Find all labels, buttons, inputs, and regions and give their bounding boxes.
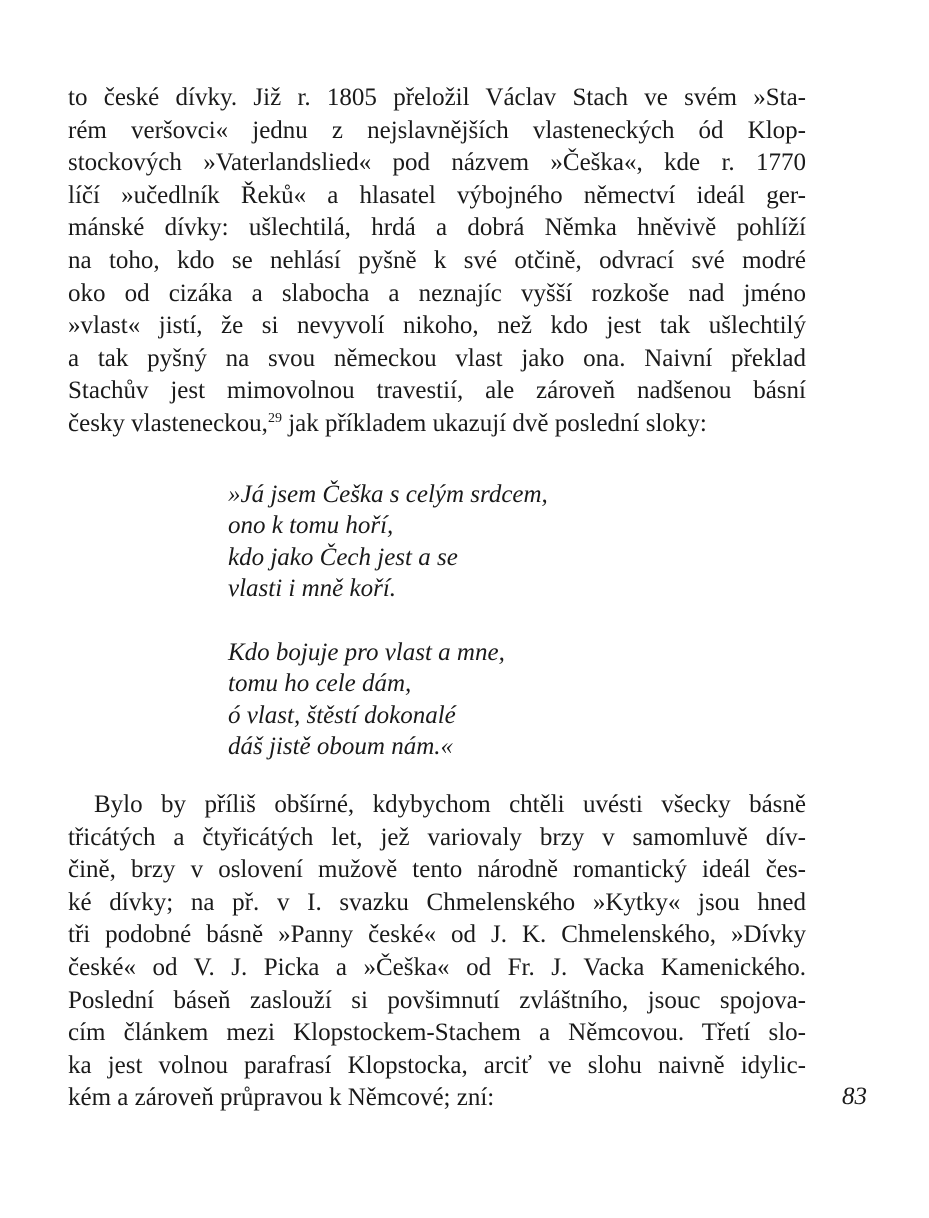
text-fragment: jak příkladem ukazují dvě poslední sloky:	[281, 409, 707, 437]
text-line: »vlast« jistí, že si nevyvolí nikoho, než kdo jest tak ušlechtilý	[68, 312, 806, 340]
footnote-mark: 29	[267, 410, 282, 426]
text-line: mánské dívky: ušlechtilá, hrdá a dobrá Němka hněvivě pohlíží	[68, 214, 806, 242]
text-line: oko od cizáka a slabocha a neznajíc vyšší rozkoše nad jméno	[68, 279, 806, 307]
poem-verse: Kdo bojuje pro vlast a mne,	[228, 639, 505, 666]
text-line: Bylo by příliš obšírné, kdybychom chtěli uvésti všecky básně	[94, 791, 806, 818]
text-line: na toho, kdo se nehlásí pyšně k své otčině, odvrací své modré	[68, 246, 806, 274]
text-line: třicátých a čtyřicátých let, jež variovaly brzy v samomluvě dív-	[68, 823, 806, 851]
text-line: ka jest volnou parafrasí Klopstocka, arciť ve slohu naivně idylic-	[68, 1051, 806, 1079]
text-line: Poslední báseň zaslouží si povšimnutí zvláštního, jsouc spojova-	[68, 986, 806, 1014]
text-line: rém veršovci« jednu z nejslavnějších vlasteneckých ód Klop-	[68, 116, 806, 144]
text-line: čině, brzy v oslovení mužově tento národně romantický ideál čes-	[68, 856, 806, 884]
text-line: ké dívky; na př. v I. svazku Chmelenského »Kytky« jsou hned	[68, 888, 806, 916]
poem-stanza-1	[228, 479, 548, 604]
text-line: cím článkem mezi Klopstockem-Stachem a Němcovou. Třetí slo-	[68, 1019, 806, 1047]
poem-verse: dáš jistě oboum nám.«	[228, 732, 453, 760]
poem-verse: ó vlast, štěstí dokonalé	[228, 701, 456, 729]
poem-verse: ono k tomu hoří,	[228, 512, 394, 540]
text-line: stockových »Vaterlandslied« pod názvem »Češka«, kde r. 1770	[68, 149, 806, 177]
text-fragment: česky vlasteneckou,	[68, 409, 268, 437]
text-line-with-footnote	[68, 408, 806, 441]
text-line: kém a zároveň průpravou k Němcové; zní:	[68, 1084, 495, 1112]
poem-verse: »Já jsem Češka s celým srdcem,	[228, 481, 548, 508]
paragraph-2	[68, 789, 806, 1115]
poem-verse: vlasti i mně koří.	[228, 574, 397, 602]
text-line: české« od V. J. Picka a »Češka« od Fr. J. Vacka Kamenického.	[68, 953, 806, 981]
poem-verse: kdo jako Čech jest a se	[228, 543, 458, 571]
poem-verse: tomu ho cele dám,	[228, 670, 412, 698]
text-line: Stachův jest mimovolnou travestií, ale zároveň nadšenou básní	[68, 377, 806, 405]
text-line: líčí »učedlník Řeků« a hlasatel výbojného němectví ideál ger-	[68, 181, 806, 209]
text-line: to české dívky. Již r. 1805 přeložil Václav Stach ve svém »Sta-	[68, 84, 806, 111]
page-number: 83	[842, 1083, 867, 1110]
text-line: tři podobné básně »Panny české« od J. K. Chmelenského, »Dívky	[68, 921, 806, 949]
paragraph-1	[68, 82, 806, 441]
text-line: a tak pyšný na svou německou vlast jako ona. Naivní překlad	[68, 344, 806, 372]
poem-stanza-2	[228, 637, 505, 762]
